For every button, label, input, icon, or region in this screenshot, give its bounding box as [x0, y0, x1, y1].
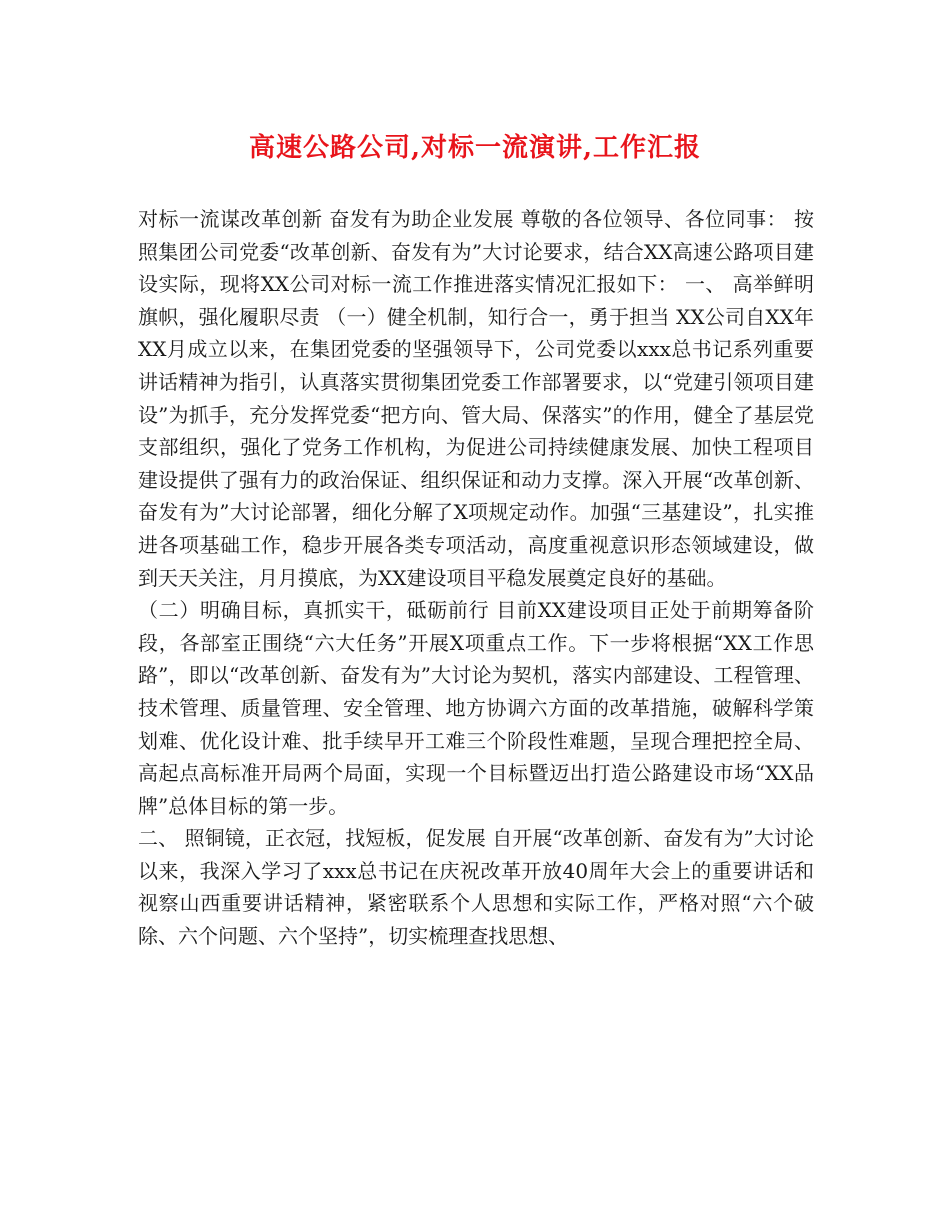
paragraph-1: 对标一流谋改革创新 奋发有为助企业发展 尊敬的各位领导、各位同事： 按照集团公司党委“改革创新、奋发有为”大讨论要求，结合XX高速公路项目建设实际，现将XX公司对标一流工作推进落实情况汇报如下： 一、 高举鲜明旗帜，强化履职尽责 （一）健全机制，知行合一，勇于担当 XX公司自XX年XX月成立以来，在集团党委的坚强领导下，公司党委以xxx总书记系列重要讲话精神为指引，认真落实贯彻集团党委工作部署要求，以“党建引领项目建设”为抓手，充分发挥党委“把方向、管大局、保落实”的作用，健全了基层党支部组织，强化了党务工作机构，为促进公司持续健康发展、加快工程项目建设提供了强有力的政治保证、组织保证和动力支撑。深入开展“改革创新、奋发有为”大讨论部署，细化分解了X项规定动作。加强“三基建设”，扎实推进各项基础工作，稳步开展各类专项活动，高度重视意识形态领域建设，做到天天关注，月月摸底，为XX建设项目平稳发展奠定良好的基础。	[138, 207, 814, 590]
paragraph-3: 二、 照铜镜，正衣冠，找短板，促发展 自开展“改革创新、奋发有为”大讨论以来，我深入学习了xxx总书记在庆祝改革开放40周年大会上的重要讲话和视察山西重要讲话精神，紧密联系个人思想和实际工作，严格对照“六个破除、六个问题、六个坚持”，切实梳理查找思想、	[138, 826, 814, 949]
paragraph-2: （二）明确目标，真抓实干，砥砺前行 目前XX建设项目正处于前期筹备阶段，各部室正围绕“六大任务”开展X项重点工作。下一步将根据“XX工作思路”，即以“改革创新、奋发有为”大讨论为契机，落实内部建设、工程管理、技术管理、质量管理、安全管理、地方协调六方面的改革措施，破解科学策划难、优化设计难、批手续早开工难三个阶段性难题，呈现合理把控全局、高起点高标准开局两个局面，实现一个目标暨迈出打造公路建设市场“XX品牌”总体目标的第一步。	[138, 598, 814, 818]
document-body	[138, 203, 814, 953]
document-title: 高速公路公司,对标一流演讲,工作汇报	[248, 133, 702, 163]
